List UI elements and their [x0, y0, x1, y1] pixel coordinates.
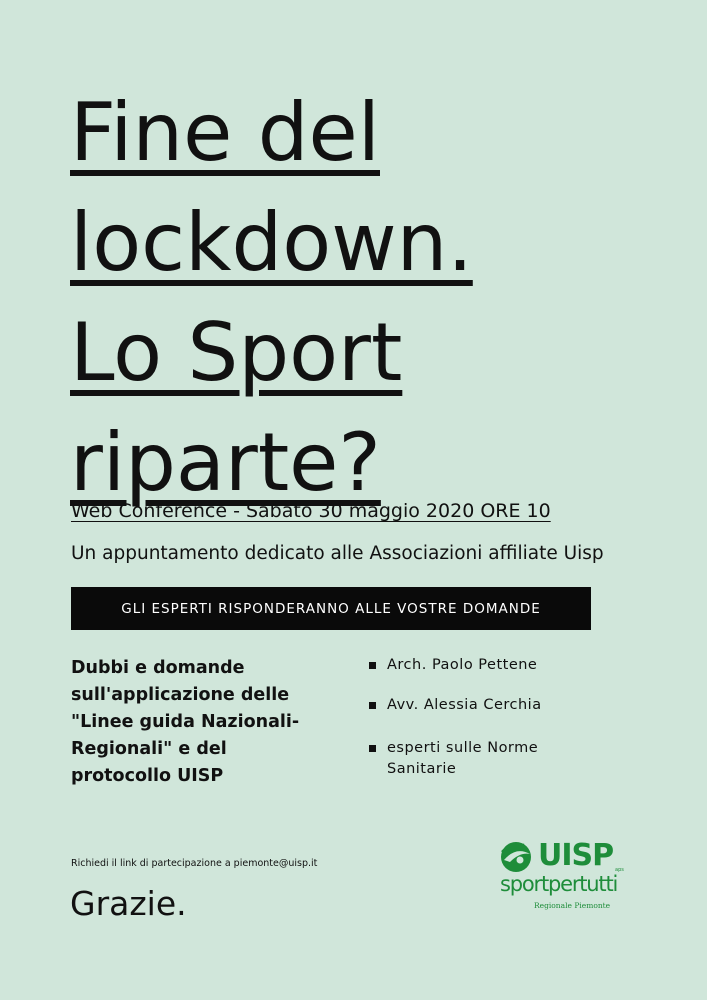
square-bullet-icon: [369, 662, 376, 669]
title-line-3: Lo Sport: [70, 306, 403, 399]
doubts-line: protocollo UISP: [71, 766, 224, 786]
expert-item: [369, 655, 599, 676]
doubts-paragraph: [71, 655, 341, 790]
title-line-4: riparte?: [70, 416, 381, 509]
event-intro: Un appuntamento dedicato alle Associazioni affiliate Uisp: [71, 543, 604, 564]
thanks-text: Grazie.: [70, 884, 187, 923]
square-bullet-icon: [369, 702, 376, 709]
logo-region: Regionale Piemonte: [534, 901, 611, 910]
expert-item: [369, 695, 599, 716]
expert-name: esperti sulle Norme Sanitarie: [387, 740, 539, 777]
title-line-1: Fine del: [70, 86, 380, 179]
uisp-emblem-icon: [498, 840, 538, 874]
event-subtitle: Web Conference - Sabato 30 maggio 2020 ORE 10: [71, 500, 551, 522]
expert-item: [369, 738, 559, 780]
experts-banner-text: GLI ESPERTI RISPONDERANNO ALLE VOSTRE DOMANDE: [121, 600, 541, 617]
title-line-2: lockdown.: [70, 196, 473, 289]
doubts-line: sull'applicazione delle: [71, 685, 290, 705]
logo-tagline: sportpertutti: [500, 872, 618, 896]
uisp-logo: [498, 838, 633, 916]
logo-suffix: aps: [615, 867, 624, 873]
expert-name: Avv. Alessia Cerchia: [387, 697, 542, 713]
square-bullet-icon: [369, 745, 376, 752]
participation-request: Richiedi il link di partecipazione a piemonte@uisp.it: [71, 858, 318, 869]
doubts-line: Dubbi e domande: [71, 658, 245, 678]
doubts-line: Regionali" e del: [71, 739, 227, 759]
experts-banner: [71, 587, 591, 630]
expert-name: Arch. Paolo Pettene: [387, 657, 538, 673]
poster-title: [70, 78, 630, 518]
logo-wordmark: UISP: [538, 838, 614, 873]
doubts-line: "Linee guida Nazionali-: [71, 712, 300, 732]
